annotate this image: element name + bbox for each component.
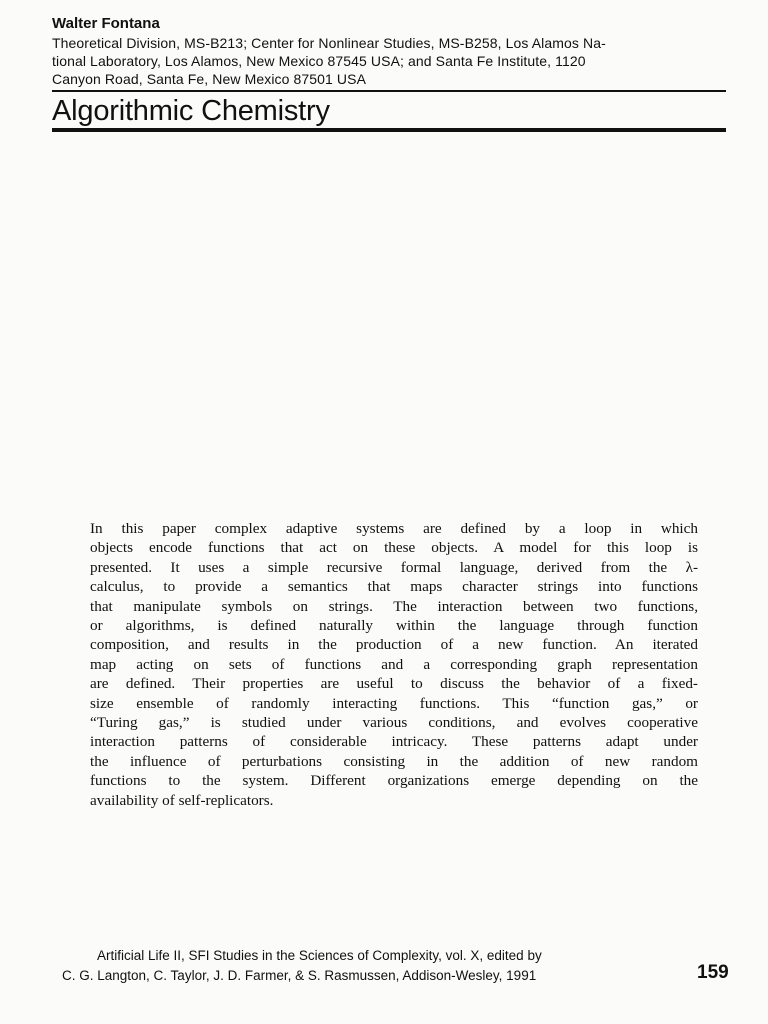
author-name: Walter Fontana <box>52 15 160 32</box>
title-top-rule <box>52 90 726 92</box>
author-affiliation <box>52 34 728 88</box>
paper-title: Algorithmic Chemistry <box>52 95 330 127</box>
abstract-line: map acting on sets of functions and a corresponding graph representation <box>90 655 698 673</box>
footer-citation-line: Artificial Life II, SFI Studies in the Sciences of Complexity, vol. X, edited by <box>97 948 542 963</box>
abstract-line: or algorithms, is defined naturally within the language through function <box>90 617 698 635</box>
abstract-line: calculus, to provide a semantics that maps character strings into functions <box>90 578 698 596</box>
abstract-line: “Turing gas,” is studied under various conditions, and evolves cooperative <box>90 714 698 732</box>
affiliation-line: Canyon Road, Santa Fe, New Mexico 87501 USA <box>52 71 367 87</box>
footer-citation-line: C. G. Langton, C. Taylor, J. D. Farmer, & S. Rasmussen, Addison-Wesley, 1991 <box>62 968 537 983</box>
abstract-line: are defined. Their properties are useful to discuss the behavior of a fixed- <box>90 675 698 693</box>
abstract-line: the influence of perturbations consisting in the addition of new random <box>90 752 698 770</box>
affiliation-line: Theoretical Division, MS-B213; Center for Nonlinear Studies, MS-B258, Los Alamos Na- <box>52 35 606 51</box>
abstract-line: size ensemble of randomly interacting functions. This “function gas,” or <box>90 694 698 712</box>
abstract-line: availability of self-replicators. <box>90 791 274 809</box>
abstract-line: In this paper complex adaptive systems are defined by a loop in which <box>90 520 698 537</box>
abstract-line: objects encode functions that act on these objects. A model for this loop is <box>90 539 698 557</box>
author-block <box>52 14 728 88</box>
page-number: 159 <box>697 962 729 983</box>
abstract <box>90 519 698 810</box>
affiliation-line: tional Laboratory, Los Alamos, New Mexico 87545 USA; and Santa Fe Institute, 1120 <box>52 53 586 69</box>
abstract-line: composition, and results in the production of a new function. An iterated <box>90 636 698 654</box>
abstract-line: functions to the system. Different organizations emerge depending on the <box>90 772 698 790</box>
abstract-line: that manipulate symbols on strings. The interaction between two functions, <box>90 597 698 615</box>
abstract-line: interaction patterns of considerable intricacy. These patterns adapt under <box>90 733 698 751</box>
abstract-line: presented. It uses a simple recursive formal language, derived from the λ- <box>90 558 698 576</box>
title-bottom-rule <box>52 128 726 132</box>
